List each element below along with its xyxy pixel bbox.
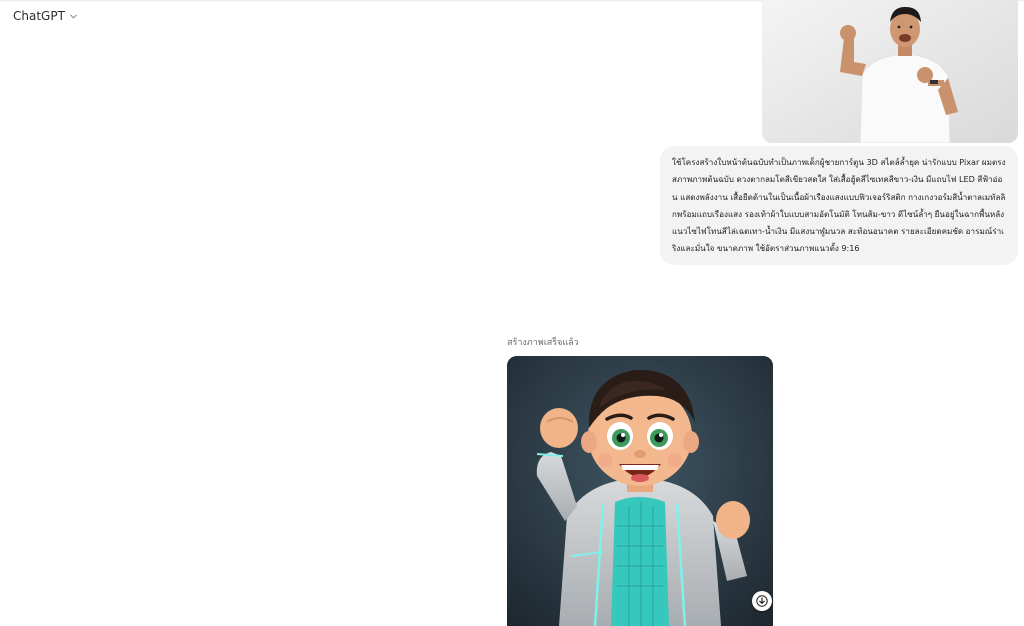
chevron-down-icon <box>69 12 78 21</box>
user-message: ใช้โครงสร้างใบหน้าต้นฉบับทำเป็นภาพเด็กผู้ชายการ์ตูน 3D สไตล์ล้ำยุค น่ารักแบบ Pixar ผมตรงสภาพภาพต้นฉบับ ดวงตากลมโตสีเขียวสดใส ใส่เสื้อฮู้ดสีไซเทคสีขาว-เงิน มีแถบไฟ LED สีฟ้าอ่อน แสดงพลังงาน เสื้อยืดด้านในเป็นเนื้อผ้าเรืองแสงแบบฟิวเจอร์ริสติก กางเกงวอร์มสีน้ำตาลเมทัลลิกพร้อมแถบเรืองแสง รองเท้าผ้าใบแบบสามอัตโนมัติ โทนส้ม-ขาว ดีไซน์ล้ำๆ ยืนอยู่ในฉากพื้นหลังแนวไซไฟโทนสีไล่เฉดเทา-น้ำเงิน มีแสงนาฬูมนวล สะท้อนอนาคต รายละเอียดคมชัด อารมณ์ร่าเริงและมั่นใจ ขนาดภาพ ใช้อัตราส่วนภาพแนวตั้ง 9:16 <box>660 146 1018 265</box>
download-icon <box>756 595 768 607</box>
model-switcher-button[interactable] <box>13 9 78 23</box>
user-uploaded-photo[interactable] <box>762 0 1018 143</box>
assistant-status-text: สร้างภาพเสร็จแล้ว <box>507 338 579 348</box>
generated-image[interactable] <box>507 356 773 626</box>
model-name: ChatGPT <box>13 9 65 23</box>
download-button[interactable] <box>752 591 772 611</box>
